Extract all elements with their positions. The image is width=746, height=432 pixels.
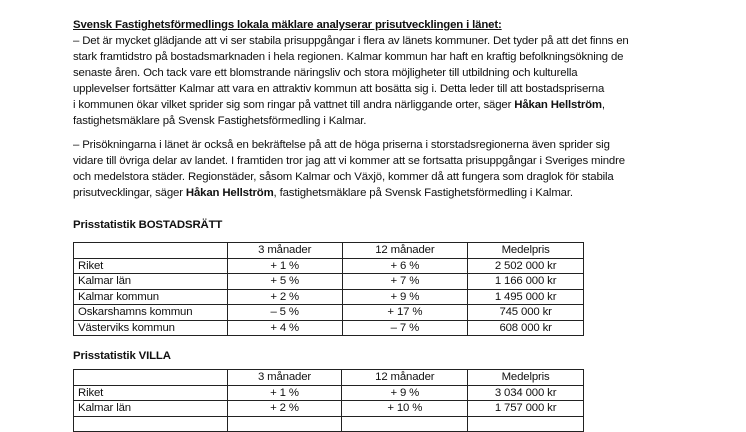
value-cell: + 9 %	[342, 289, 468, 305]
value-cell: + 7 %	[342, 274, 468, 290]
value-cell: + 17 %	[342, 305, 468, 321]
line-text: senaste åren. Och tack vare ett blomstrande näringsliv och stora möjligheter till utbildning och kulturella	[73, 67, 578, 79]
value-cell	[468, 416, 584, 432]
line-text: och medelstora städer. Regionstäder, såsom Kalmar och Växjö, kommer då att fungera som draglok för stabila	[73, 171, 614, 183]
value-cell: 12 månader	[342, 243, 468, 259]
row-label-cell: Oskarshamns kommun	[74, 305, 228, 321]
table-row	[74, 401, 584, 417]
value-cell: Medelpris	[468, 243, 584, 259]
paragraph-line	[73, 153, 625, 169]
row-label-cell: Kalmar län	[74, 401, 228, 417]
line-text: prisutvecklingar, säger	[73, 187, 186, 199]
row-label-cell: Västerviks kommun	[74, 320, 228, 336]
value-cell: 745 000 kr	[468, 305, 584, 321]
paragraph-line	[73, 113, 366, 129]
paragraph-line	[73, 65, 577, 81]
paragraph-line	[73, 97, 605, 113]
table-row	[74, 289, 584, 305]
row-label-cell: Kalmar län	[74, 274, 228, 290]
value-cell: + 9 %	[342, 385, 468, 401]
value-cell: – 7 %	[342, 320, 468, 336]
table-title-villa: Prisstatistik VILLA	[73, 350, 171, 362]
value-cell: 3 månader	[227, 370, 342, 386]
row-label-cell	[74, 416, 228, 432]
value-cell: 2 502 000 kr	[468, 258, 584, 274]
value-cell: + 1 %	[227, 258, 342, 274]
line-text: fastighetsmäklare på Svensk Fastighetsförmedling i Kalmar.	[73, 115, 367, 127]
line-text: – Det är mycket glädjande att vi ser stabila prisuppgångar i flera av länets kommuner. Det tyder på att det finns en	[73, 35, 629, 47]
table-row	[74, 320, 584, 336]
table-header-row	[74, 243, 584, 259]
row-label-cell	[74, 243, 228, 259]
row-label-cell: Kalmar kommun	[74, 289, 228, 305]
line-text-after: , fastighetsmäklare på Svensk Fastighetsförmedling i Kalmar.	[273, 187, 573, 199]
value-cell: 608 000 kr	[468, 320, 584, 336]
row-label-cell: Riket	[74, 385, 228, 401]
paragraph-line	[73, 49, 623, 65]
value-cell: 1 757 000 kr	[468, 401, 584, 417]
value-cell: 3 månader	[227, 243, 342, 259]
value-cell: + 1 %	[227, 385, 342, 401]
value-cell	[342, 416, 468, 432]
paragraph-line	[73, 81, 604, 97]
paragraph-line	[73, 185, 573, 201]
table-row	[74, 385, 584, 401]
table-row	[74, 258, 584, 274]
table-row	[74, 274, 584, 290]
value-cell: + 10 %	[342, 401, 468, 417]
line-text: – Prisökningarna i länet är också en bekräftelse på att de höga priserna i storstadsregionerna även sprider sig	[73, 139, 610, 151]
line-text: upplevelser fortsätter Kalmar att vara en attraktiv kommun att bosätta sig i. Detta leder till att bostadspriserna	[73, 83, 605, 95]
value-cell: + 5 %	[227, 274, 342, 290]
value-cell: – 5 %	[227, 305, 342, 321]
value-cell: Medelpris	[468, 370, 584, 386]
row-label-cell: Riket	[74, 258, 228, 274]
value-cell: 1 166 000 kr	[468, 274, 584, 290]
line-text-after: ,	[601, 99, 605, 111]
line-text: vidare till övriga delar av landet. I framtiden tror jag att vi kommer att se fortsatta prisuppgångar i Sveriges mindre	[73, 155, 625, 167]
price-table-villa	[73, 369, 584, 432]
paragraph-line	[73, 33, 629, 49]
line-text: stark framtidstro på bostadsmarknaden i hela regionen. Kalmar kommun har haft en kraftig befolkningsökning de	[73, 51, 624, 63]
value-cell: + 2 %	[227, 401, 342, 417]
speaker-name: Håkan Hellström	[185, 187, 274, 199]
value-cell: + 4 %	[227, 320, 342, 336]
table-row	[74, 416, 584, 432]
speaker-name: Håkan Hellström	[514, 99, 602, 111]
value-cell: 12 månader	[342, 370, 468, 386]
value-cell: + 2 %	[227, 289, 342, 305]
value-cell: + 6 %	[342, 258, 468, 274]
value-cell	[227, 416, 342, 432]
line-text: i kommunen ökar vilket sprider sig som ringar på vattnet till andra närliggande orter, säger	[73, 99, 515, 111]
price-table-bostadsratt	[73, 242, 584, 336]
table-row	[74, 305, 584, 321]
paragraph-line	[73, 169, 614, 185]
row-label-cell	[74, 370, 228, 386]
value-cell: 3 034 000 kr	[468, 385, 584, 401]
value-cell: 1 495 000 kr	[468, 289, 584, 305]
article-heading: Svensk Fastighetsförmedlings lokala mäklare analyserar prisutvecklingen i länet:	[73, 19, 502, 31]
table-header-row	[74, 370, 584, 386]
table-title-bostadsratt: Prisstatistik BOSTADSRÄTT	[73, 219, 223, 231]
paragraph-line	[73, 137, 610, 153]
